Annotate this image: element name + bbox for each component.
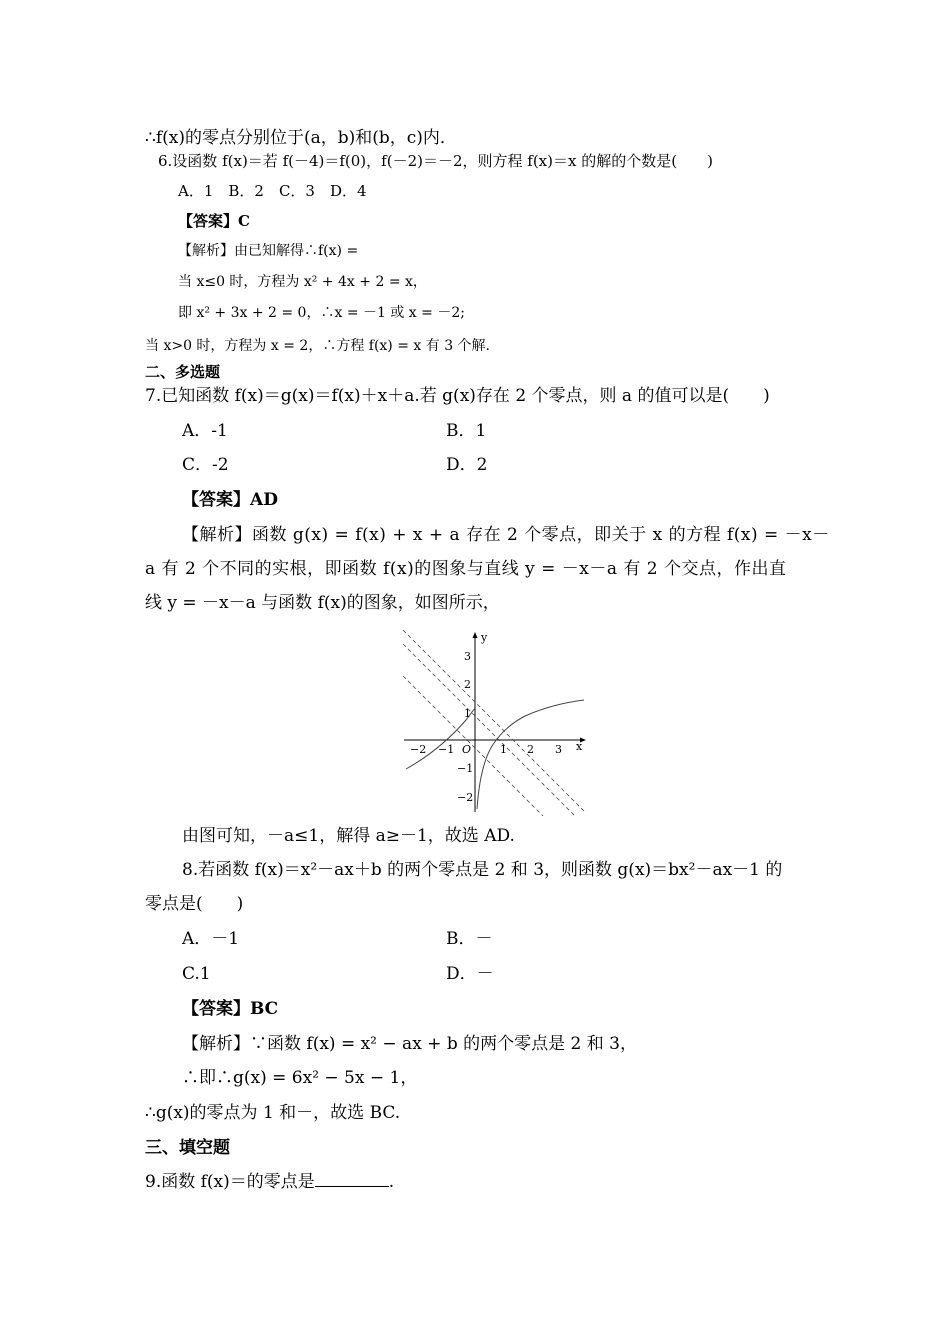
question-6: 6.设函数 f(x)＝若 f(－4)＝f(0)，f(－2)＝－2，则方程 f(x)＝x 的解的个数是( ) (158, 152, 713, 170)
answer-blank (315, 1172, 389, 1187)
x-tick-label: 3 (555, 743, 562, 756)
question-8: 8.若函数 f(x)＝x²－ax＋b 的两个零点是 2 和 3，则函数 g(x)＝bx²－ax－1 的 (182, 860, 783, 880)
question-6-analysis: 当 x>0 时，方程为 x = 2，∴方程 f(x) = x 有 3 个解. (145, 338, 491, 354)
option-b: B．1 (446, 421, 487, 441)
x-axis-label: x (576, 740, 583, 753)
y-tick-label: −2 (457, 791, 474, 804)
question-8-analysis: 【解析】∵函数 f(x) = x² − ax + b 的两个零点是 2 和 3， (182, 1034, 637, 1054)
question-6-analysis: 【解析】由已知解得∴f(x) = (178, 243, 359, 259)
function-graph (400, 626, 590, 816)
y-tick-label: −1 (457, 762, 474, 775)
option-d: D．2 (446, 455, 488, 475)
section-heading: 三、填空题 (145, 1138, 230, 1158)
question-9: 9.函数 f(x)＝的零点是 . (145, 1172, 395, 1192)
text-line: ∴f(x)的零点分别位于(a，b)和(b，c)内． (145, 128, 457, 148)
question-6-answer: 【答案】C (178, 212, 250, 230)
dashed-line-1 (403, 630, 585, 812)
option-a: A．-1 (182, 421, 228, 441)
question-7-analysis: 【解析】函数 g(x) = f(x) + x + a 存在 2 个零点，即关于 x 的方程 f(x) = －x－ (182, 525, 830, 545)
dashed-line-2 (403, 644, 575, 816)
x-tick-label: 1 (500, 743, 507, 756)
question-6-analysis: 即 x² + 3x + 2 = 0，∴x = －1 或 x = －2; (178, 305, 465, 321)
x-tick-label: −2 (410, 743, 427, 756)
option-c: C.1 (182, 964, 211, 984)
question-7-answer: 【答案】AD (182, 490, 278, 510)
origin-label: O (462, 743, 472, 756)
question-6-options: A．1 B．2 C．3 D．4 (178, 182, 367, 200)
question-7-analysis: a 有 2 个不同的实根，即函数 f(x)的图象与直线 y = －x－a 有 2 个交点，作出直 (145, 559, 787, 579)
y-tick-label: 2 (464, 678, 471, 691)
y-tick-label: 3 (464, 650, 471, 663)
question-7: 7.已知函数 f(x)＝g(x)＝f(x)＋x＋a.若 g(x)存在 2 个零点，则 a 的值可以是( ) (145, 386, 770, 406)
option-d: D．－ (446, 964, 494, 984)
y-tick-label: 1 (464, 707, 471, 720)
y-axis-label: y (481, 631, 488, 644)
x-tick-label: −1 (438, 743, 455, 756)
question-6-analysis: 当 x≤0 时，方程为 x² + 4x + 2 = x， (178, 274, 427, 290)
section-heading: 二、多选题 (145, 363, 221, 381)
question-8: 零点是( ) (145, 894, 244, 914)
question-8-analysis: ∴g(x)的零点为 1 和－，故选 BC. (145, 1103, 401, 1123)
option-c: C．-2 (182, 455, 229, 475)
question-8-answer: 【答案】BC (182, 999, 279, 1019)
question-8-analysis: ∴即∴g(x) = 6x² − 5x − 1， (182, 1068, 418, 1088)
question-7-analysis: 线 y = －x－a 与函数 f(x)的图象，如图所示， (145, 593, 500, 613)
option-a: A．－1 (182, 929, 240, 949)
question-7-conclusion: 由图可知，－a≤1，解得 a≥－1，故选 AD. (182, 826, 515, 846)
x-tick-label: 2 (527, 743, 534, 756)
option-b: B．－ (446, 929, 493, 949)
y-axis-arrow (473, 632, 478, 638)
question-9-text: 9.函数 f(x)＝的零点是 (145, 1172, 315, 1192)
